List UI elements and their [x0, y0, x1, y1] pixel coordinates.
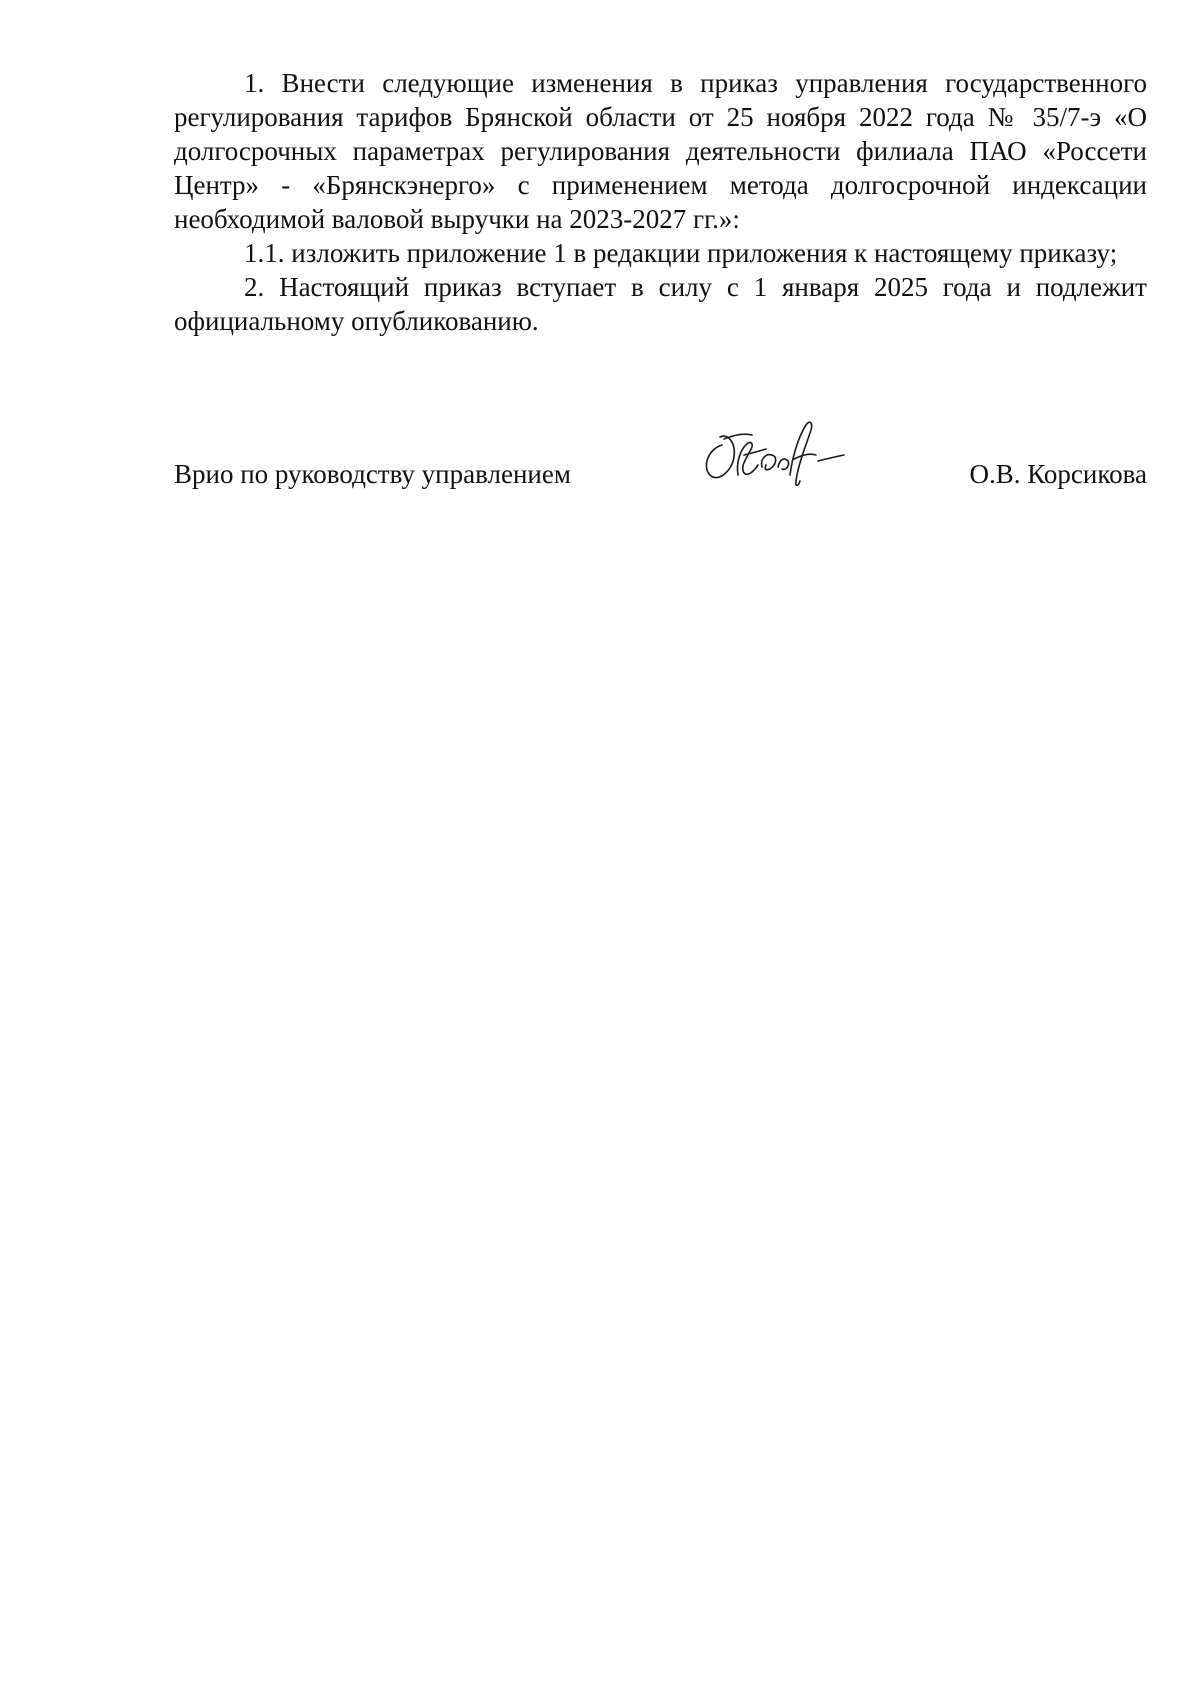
signature-block: [174, 415, 1147, 495]
handwritten-signature-icon: [694, 415, 864, 495]
paragraph-item-1-1: 1.1. изложить приложение 1 в редакции приложения к настоящему приказу;: [244, 238, 1118, 268]
document-body: [174, 66, 1147, 338]
signatory-name: О.В. Корсикова: [969, 459, 1147, 489]
paragraph-item-1: 1. Внести следующие изменения в приказ управления государственного регулирования тарифов Брянской области от 25 ноября 2022 года № 35/7-э «О долгосрочных параметрах регулирования деятельности филиала ПАО «Россети Центр» - «Брянскэнерго» с применением метода долгосрочной индексации необходимой валовой выручки на 2023-2027 гг.»:: [174, 68, 1147, 234]
signatory-position: Врио по руководству управлением: [174, 459, 571, 489]
paragraph-item-2: 2. Настоящий приказ вступает в силу с 1 января 2025 года и подлежит официальному опубликованию.: [174, 272, 1147, 336]
